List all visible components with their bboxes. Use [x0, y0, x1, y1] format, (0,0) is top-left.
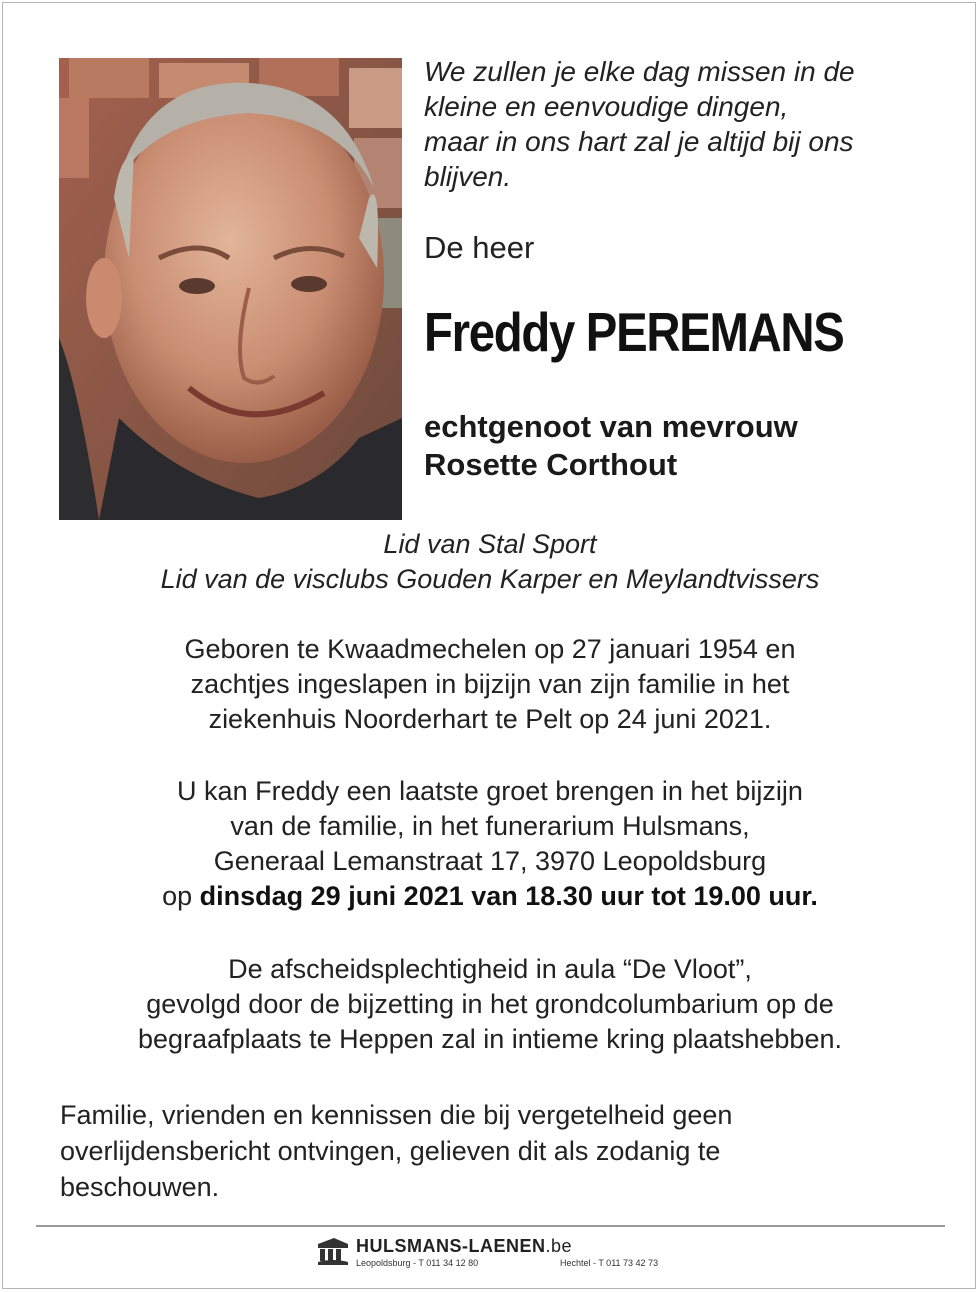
visitation-datetime: dinsdag 29 juni 2021 van 18.30 uur tot 19.00 uur. [199, 881, 818, 911]
paragraph-line: gevolgd door de bijzetting in het grondcolumbarium op de [146, 989, 834, 1019]
membership-line: Lid van de visclubs Gouden Karper en Meylandtvissers [160, 564, 820, 594]
brand-tld: .be [545, 1236, 573, 1256]
family-note [60, 1097, 732, 1205]
birth-death-paragraph [20, 632, 960, 737]
funeral-home-logo [316, 1236, 676, 1272]
spouse-line: Rosette Corthout [424, 447, 678, 482]
memberships [20, 527, 960, 597]
paragraph-line: Familie, vrienden en kennissen die bij vergetelheid geen [60, 1100, 733, 1130]
visitation-paragraph [20, 774, 960, 914]
brand-name [356, 1236, 572, 1257]
address-leopoldsburg: Leopoldsburg - T 011 34 12 80 [356, 1258, 479, 1268]
paragraph-line: beschouwen. [60, 1172, 220, 1202]
paragraph-line: zachtjes ingeslapen in bijzijn van zijn familie in het [190, 669, 790, 699]
quote-line: maar in ons hart zal je altijd bij ons [424, 126, 854, 157]
honorific-title: De heer [424, 230, 535, 265]
paragraph-line: Geboren te Kwaadmechelen op 27 januari 1954 en [184, 634, 796, 664]
address-hechtel: Hechtel - T 011 73 42 73 [560, 1258, 659, 1268]
ceremony-paragraph [20, 952, 960, 1057]
paragraph-line: Generaal Lemanstraat 17, 3970 Leopoldsburg [213, 846, 767, 876]
quote-line: We zullen je elke dag missen in de [424, 56, 855, 87]
paragraph-line: ziekenhuis Noorderhart te Pelt op 24 juni 2021. [208, 704, 772, 734]
footer-divider [36, 1225, 945, 1227]
quote-line: blijven. [424, 161, 512, 192]
deceased-name: Freddy PEREMANS [424, 301, 844, 363]
portrait-photo [59, 58, 402, 520]
op-prefix: op [162, 881, 200, 911]
quote-line: kleine en eenvoudige dingen, [424, 91, 789, 122]
memorial-quote [424, 54, 944, 194]
membership-line: Lid van Stal Sport [383, 529, 597, 559]
paragraph-line: U kan Freddy een laatste groet brengen in het bijzijn [177, 776, 803, 806]
funeral-home-logo-icon [316, 1236, 350, 1266]
spouse-line: echtgenoot van mevrouw [424, 409, 798, 444]
paragraph-line: De afscheidsplechtigheid in aula “De Vloot”, [228, 954, 752, 984]
paragraph-line: overlijdensbericht ontvingen, gelieven dit als zodanig te [60, 1136, 721, 1166]
paragraph-line [20, 879, 960, 914]
paragraph-line: van de familie, in het funerarium Hulsmans, [230, 811, 750, 841]
brand-name-text: HULSMANS-LAENEN [356, 1236, 546, 1256]
paragraph-line: begraafplaats te Heppen zal in intieme kring plaatshebben. [138, 1024, 842, 1054]
spouse-info [424, 408, 798, 484]
